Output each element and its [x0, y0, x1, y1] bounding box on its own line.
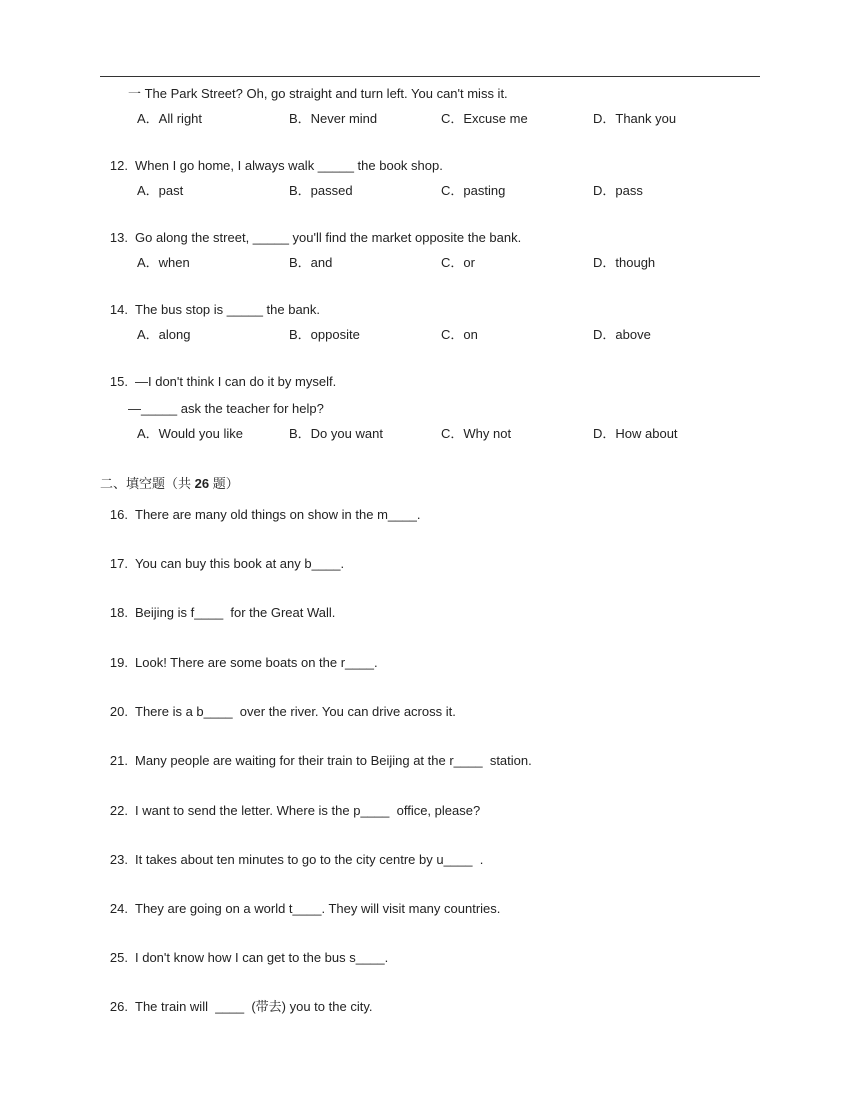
- section-count: 26: [194, 476, 210, 491]
- q13-stem: Go along the street, _____ you'll find the market opposite the bank.: [135, 230, 522, 245]
- q26-number: 26.: [109, 999, 128, 1014]
- q12-option-b: B．passed: [289, 183, 353, 198]
- q11-reply: 一 The Park Street? Oh, go straight and turn left. You can't miss it.: [128, 86, 508, 101]
- q26-text: The train will ____ (带去) you to the city.: [135, 999, 373, 1014]
- q13-option-c: C．or: [441, 255, 475, 270]
- q13-option-b: B．and: [289, 255, 333, 270]
- q17-text: You can buy this book at any b____.: [135, 556, 345, 571]
- q13-option-a: A．when: [137, 255, 190, 270]
- q16-number: 16.: [109, 507, 128, 522]
- q16-text: There are many old things on show in the m____.: [135, 507, 421, 522]
- q12-number: 12.: [109, 158, 128, 173]
- q14-option-a: A．along: [137, 327, 191, 342]
- q20-number: 20.: [109, 704, 128, 719]
- q25-number: 25.: [109, 950, 128, 965]
- q15-option-a: A．Would you like: [137, 426, 243, 441]
- q15-option-b: B．Do you want: [289, 426, 383, 441]
- q14-option-c: C．on: [441, 327, 478, 342]
- q15-number: 15.: [109, 374, 128, 389]
- q11-option-a: A．All right: [137, 111, 203, 126]
- q19-number: 19.: [109, 655, 128, 670]
- q11-option-d: D．Thank you: [593, 111, 677, 126]
- q22-number: 22.: [109, 803, 128, 818]
- q12-stem: When I go home, I always walk _____ the book shop.: [135, 158, 443, 173]
- header-rule: [100, 76, 760, 77]
- q15-stem: —I don't think I can do it by myself.: [135, 374, 337, 389]
- q14-option-b: B．opposite: [289, 327, 360, 342]
- q23-number: 23.: [109, 852, 128, 867]
- q14-stem: The bus stop is _____ the bank.: [135, 302, 321, 317]
- q12-option-a: A．past: [137, 183, 184, 198]
- q21-text: Many people are waiting for their train to Beijing at the r____ station.: [135, 753, 532, 768]
- q14-number: 14.: [109, 302, 128, 317]
- q11-option-b: B．Never mind: [289, 111, 378, 126]
- q18-number: 18.: [109, 605, 128, 620]
- q24-number: 24.: [109, 901, 128, 916]
- q12-option-c: C．pasting: [441, 183, 506, 198]
- q14-option-d: D．above: [593, 327, 651, 342]
- q22-text: I want to send the letter. Where is the p____ office, please?: [135, 803, 481, 818]
- section-prefix: 二、填空题（共: [100, 476, 195, 491]
- q15-option-c: C．Why not: [441, 426, 512, 441]
- q24-text: They are going on a world t____. They will visit many countries.: [135, 901, 501, 916]
- q17-number: 17.: [109, 556, 128, 571]
- q12-option-d: D．pass: [593, 183, 643, 198]
- section-heading: [100, 476, 239, 492]
- q19-text: Look! There are some boats on the r____.: [135, 655, 378, 670]
- q21-number: 21.: [109, 753, 128, 768]
- q23-text: It takes about ten minutes to go to the city centre by u____ .: [135, 852, 484, 867]
- q20-text: There is a b____ over the river. You can drive across it.: [135, 704, 456, 719]
- q18-text: Beijing is f____ for the Great Wall.: [135, 605, 336, 620]
- q13-option-d: D．though: [593, 255, 656, 270]
- q15-option-d: D．How about: [593, 426, 678, 441]
- q15-stem-2: —_____ ask the teacher for help?: [128, 401, 324, 416]
- q25-text: I don't know how I can get to the bus s____.: [135, 950, 389, 965]
- q13-number: 13.: [109, 230, 128, 245]
- section-suffix: 题）: [209, 476, 239, 491]
- q11-option-c: C．Excuse me: [441, 111, 528, 126]
